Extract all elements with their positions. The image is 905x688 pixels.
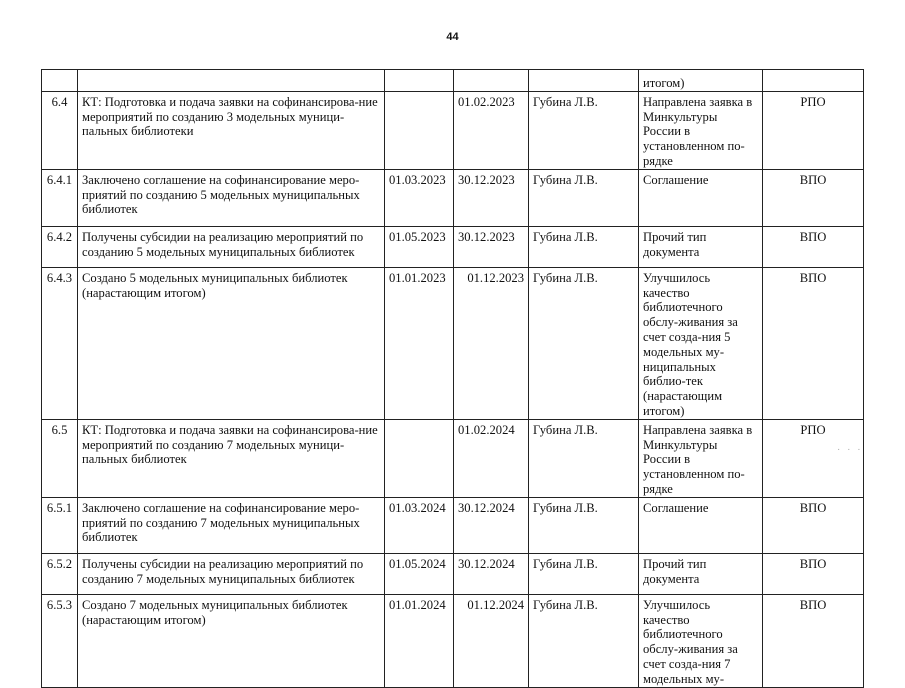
row-end-date: 01.12.2024 — [454, 594, 529, 687]
row-responsible: Губина Л.В. — [529, 497, 639, 553]
row-number: 6.4.1 — [42, 169, 78, 226]
row-number: 6.5.2 — [42, 553, 78, 594]
row-result: Соглашение — [639, 497, 763, 553]
row-type: РПО — [763, 91, 864, 169]
table-row — [42, 497, 864, 553]
row-number: 6.5.3 — [42, 594, 78, 687]
scan-artifact-dots: · · · — [837, 444, 863, 455]
row-number: 6.5.1 — [42, 497, 78, 553]
row-end-date: 01.02.2024 — [454, 419, 529, 497]
control-points-table — [41, 69, 864, 688]
row-number: 6.5 — [42, 419, 78, 497]
row-title: Получены субсидии на реализацию мероприятий по созданию 5 модельных муниципальных библиотек — [78, 226, 385, 267]
row-responsible: Губина Л.В. — [529, 553, 639, 594]
type-cell — [763, 70, 864, 92]
row-end-date: 01.02.2023 — [454, 91, 529, 169]
table-row — [42, 169, 864, 226]
row-type: ВПО — [763, 497, 864, 553]
row-start-date: 01.01.2023 — [385, 267, 454, 419]
table-row — [42, 91, 864, 169]
row-title: Создано 5 модельных муниципальных библиотек (нарастающим итогом) — [78, 267, 385, 419]
row-start-date — [385, 91, 454, 169]
row-number: 6.4.2 — [42, 226, 78, 267]
num-cell — [42, 70, 78, 92]
responsible-cell — [529, 70, 639, 92]
row-responsible: Губина Л.В. — [529, 594, 639, 687]
start-date-cell — [385, 70, 454, 92]
row-end-date: 01.12.2023 — [454, 267, 529, 419]
row-end-date: 30.12.2023 — [454, 226, 529, 267]
row-type: ВПО — [763, 226, 864, 267]
end-date-cell — [454, 70, 529, 92]
row-end-date: 30.12.2024 — [454, 497, 529, 553]
row-responsible: Губина Л.В. — [529, 419, 639, 497]
row-result: Улучшилось качество библиотечного обслу-живания за счет созда-ния 5 модельных му-ниципальных библио-тек (нарастающим итогом) — [639, 267, 763, 419]
table-row — [42, 594, 864, 687]
row-end-date: 30.12.2024 — [454, 553, 529, 594]
row-start-date: 01.05.2023 — [385, 226, 454, 267]
table-row — [42, 553, 864, 594]
row-title: КТ: Подготовка и подача заявки на софинансирова-ние мероприятий по созданию 3 модельных муници-пальных библиотеки — [78, 91, 385, 169]
row-title: КТ: Подготовка и подача заявки на софинансирова-ние мероприятий по созданию 7 модельных муници-пальных библиотек — [78, 419, 385, 497]
row-title: Создано 7 модельных муниципальных библиотек (нарастающим итогом) — [78, 594, 385, 687]
row-start-date — [385, 419, 454, 497]
table-row — [42, 267, 864, 419]
row-result: Прочий тип документа — [639, 226, 763, 267]
row-start-date: 01.01.2024 — [385, 594, 454, 687]
row-number: 6.4 — [42, 91, 78, 169]
result-cell: итогом) — [639, 70, 763, 92]
row-responsible: Губина Л.В. — [529, 91, 639, 169]
row-result: Соглашение — [639, 169, 763, 226]
table-row-continued — [42, 70, 864, 92]
row-result: Направлена заявка в Минкультуры России в установленном по-рядке — [639, 419, 763, 497]
row-type: ВПО — [763, 553, 864, 594]
table-row — [42, 419, 864, 497]
row-result: Прочий тип документа — [639, 553, 763, 594]
row-type: ВПО — [763, 169, 864, 226]
row-start-date: 01.03.2023 — [385, 169, 454, 226]
row-type: РПО — [763, 419, 864, 497]
row-type: ВПО — [763, 267, 864, 419]
row-type: ВПО — [763, 594, 864, 687]
title-cell — [78, 70, 385, 92]
row-start-date: 01.05.2024 — [385, 553, 454, 594]
row-result: Направлена заявка в Минкультуры России в установленном по-рядке — [639, 91, 763, 169]
row-end-date: 30.12.2023 — [454, 169, 529, 226]
table-row — [42, 226, 864, 267]
row-responsible: Губина Л.В. — [529, 267, 639, 419]
row-result: Улучшилось качество библиотечного обслу-живания за счет созда-ния 7 модельных му- — [639, 594, 763, 687]
row-number: 6.4.3 — [42, 267, 78, 419]
page-number: 44 — [446, 31, 459, 43]
row-title: Заключено соглашение на софинансирование меро-приятий по созданию 5 модельных муниципальных библиотек — [78, 169, 385, 226]
row-start-date: 01.03.2024 — [385, 497, 454, 553]
row-responsible: Губина Л.В. — [529, 226, 639, 267]
row-responsible: Губина Л.В. — [529, 169, 639, 226]
row-title: Получены субсидии на реализацию мероприятий по созданию 7 модельных муниципальных библиотек — [78, 553, 385, 594]
row-title: Заключено соглашение на софинансирование меро-приятий по созданию 7 модельных муниципальных библиотек — [78, 497, 385, 553]
